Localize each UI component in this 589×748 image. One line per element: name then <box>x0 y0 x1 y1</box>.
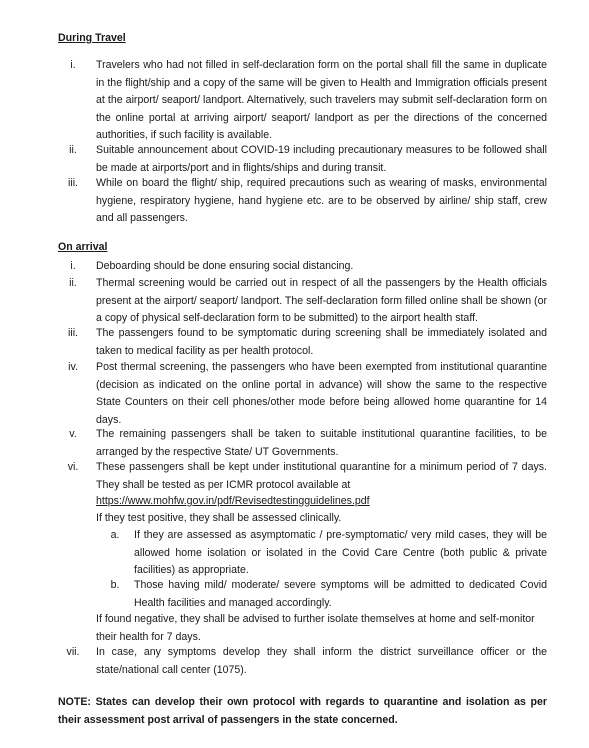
item-number: i. <box>70 59 76 71</box>
item-number: iii. <box>67 327 78 339</box>
item-text: The remaining passengers shall be taken to suitable institutional quarantine facilities, to be arranged by the respective State/ UT Governments. <box>96 428 547 458</box>
travel-item-ii <box>58 142 547 177</box>
item-number: vii. <box>66 646 80 658</box>
travel-item-iii <box>58 175 547 228</box>
item-number: v. <box>69 428 77 440</box>
arrival-item-vi <box>58 459 547 494</box>
travel-item-i <box>58 57 547 145</box>
item-text: In case, any symptoms develop they shall inform the district surveillance officer or the state/national call center (1075). <box>96 646 547 676</box>
item-number: ii. <box>69 144 77 156</box>
test-negative-text: If found negative, they shall be advised to further isolate themselves at home and self-monitor their health for 7 days. <box>96 613 535 643</box>
arrival-item-iii <box>58 325 547 360</box>
arrival-item-v <box>58 426 547 461</box>
item-text: Thermal screening would be carried out in respect of all the passengers by the Health officials present at the airport/ seaport/ landport. The self-declaration form filled online shall be shown (or a copy of physical self-declaration form to be submitted) to the airport health staff. <box>96 277 547 325</box>
item-number: ii. <box>69 277 77 289</box>
item-text: Travelers who had not filled in self-declaration form on the portal shall fill the same in duplicate in the flight/ship and a copy of the same will be given to Health and Immigration officials present at the airport/ seaport/ landport. Alternatively, such travelers may submit self-declaration form on the online portal at arriving airport/ seaport/ landport as per the directions of the concerned authorities, if such facility is available. <box>96 59 547 142</box>
item-text: The passengers found to be symptomatic during screening shall be immediately isolated and taken to medical facility as per health protocol. <box>96 327 547 357</box>
sub-item-letter: a. <box>110 529 120 541</box>
arrival-item-vii <box>58 644 547 679</box>
item-number: iv. <box>68 361 78 373</box>
item-number: vi. <box>67 461 79 473</box>
item-text: Suitable announcement about COVID-19 including precautionary measures to be followed shall be made at airports/port and in flights/ships and during transit. <box>96 144 547 174</box>
item-number: iii. <box>67 177 78 189</box>
test-positive-text: If they test positive, they shall be assessed clinically. <box>96 512 342 524</box>
item-text: Post thermal screening, the passengers who have been exempted from institutional quarantine (decision as indicated on the online portal in advance) will show the same to the respective State Counters on their cell phones/other mode before being allowed home quarantine for 14 days. <box>96 361 547 426</box>
item-text: These passengers shall be kept under institutional quarantine for a minimum period of 7 days. They shall be tested as per ICMR protocol available at <box>96 461 547 491</box>
arrival-item-ii <box>58 275 547 328</box>
sub-item-text: If they are assessed as asymptomatic / pre-symptomatic/ very mild cases, they will be allowed home isolation or isolated in the Covid Care Centre (both public & private facilities) as appropriate. <box>134 529 547 577</box>
note-paragraph: NOTE: States can develop their own protocol with regards to quarantine and isolation as per their assessment post arrival of passengers in the state concerned. <box>58 696 547 726</box>
item-text: While on board the flight/ ship, required precautions such as wearing of masks, environmental hygiene, respiratory hygiene, hand hygiene etc. are to be observed by airline/ ship staff, crew and all passengers. <box>96 177 547 225</box>
item-number: i. <box>70 260 76 272</box>
testing-guidelines-link[interactable]: https://www.mohfw.gov.in/pdf/Revisedtestingguidelines.pdf <box>96 495 370 507</box>
during-travel-heading: During Travel <box>58 32 126 44</box>
on-arrival-heading: On arrival <box>58 241 108 253</box>
item-text: Deboarding should be done ensuring social distancing. <box>96 260 354 272</box>
sub-item-letter: b. <box>110 579 120 591</box>
arrival-item-i <box>58 258 547 276</box>
sub-item-text: Those having mild/ moderate/ severe symptoms will be admitted to dedicated Covid Health facilities and managed accordingly. <box>134 579 547 609</box>
sub-item-b <box>96 577 547 612</box>
arrival-item-iv <box>58 359 547 429</box>
sub-item-a <box>96 527 547 580</box>
